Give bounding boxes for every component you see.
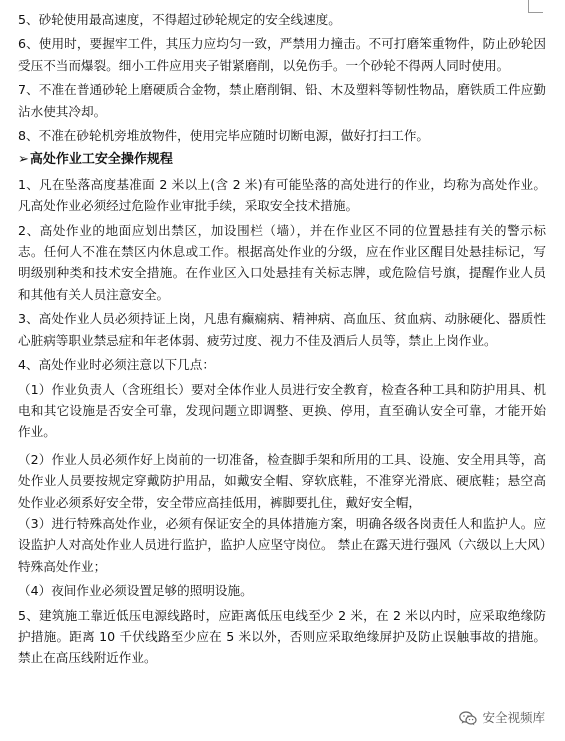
section-subitem-3: （3）进行特殊高处作业，必须有保证安全的具体措施方案，明确各级各岗责任人和监护人。应设监护人对高处作业人员进行监护，监护人应坚守岗位。 禁止在露天进行强风（六级以上大风）特殊高处作业； bbox=[18, 515, 546, 574]
document-body bbox=[18, 9, 546, 669]
paragraph-item-8: 8、不准在砂轮机旁堆放物件，使用完毕应随时切断电源，做好打扫工作。 bbox=[18, 128, 430, 144]
watermark-text: 安全视频库 bbox=[482, 710, 545, 725]
section-subitem-4: （4）夜间作业必须设置足够的照明设施。 bbox=[18, 583, 253, 599]
section-subitem-2: （2）作业人员必须作好上岗前的一切准备，检查脚手架和所用的工具、设施、安全用具等，高处作业人员要按规定穿戴防护用品，如戴安全帽、穿软底鞋，不准穿光滑底、硬底鞋；悬空高处作业必须系好安全带，安全带应高挂低用，裤脚要扎住，戴好安全帽， bbox=[18, 451, 546, 510]
section-heading-title: 高处作业工安全操作规程 bbox=[29, 152, 173, 168]
section-item-3: 3、高处作业人员必须持证上岗，凡患有癫痫病、精神病、高血压、贫血病、动脉硬化、器质性心脏病等职业禁忌症和年老体弱、疲劳过度、视力不佳及酒后人员等，禁止上岗作业。 bbox=[18, 311, 546, 348]
section-item-5: 5、建筑施工靠近低压电源线路时，应距离低压电线至少 2 米，在 2 米以内时，应采取绝缘防护措施。距离 10 千伏线路至少应在 5 米以外，否则应采取绝缘屏护及防止误触事故的措施。禁止在高压线附近作业。 bbox=[18, 607, 546, 666]
watermark bbox=[457, 709, 547, 727]
wechat-icon bbox=[459, 711, 477, 726]
section-heading bbox=[18, 149, 546, 170]
paragraph-item-7: 7、不准在普通砂轮上磨硬质合金物，禁止磨削铜、铅、木及塑料等韧性物品，磨铁质工件应勤沾水使其冷却。 bbox=[18, 82, 546, 119]
arrow-bullet-icon: ➢ bbox=[18, 152, 29, 168]
paragraph-item-5: 5、砂轮使用最高速度，不得超过砂轮规定的安全线速度。 bbox=[18, 12, 341, 27]
paragraph-item-6: 6、使用时，要握牢工件，其压力应均匀一致，严禁用力撞击。不可打磨笨重物件，防止砂轮因受压不当而爆裂。细小工件应用夹子钳紧磨削，以免伤手。一个砂轮不得两人同时使用。 bbox=[18, 36, 546, 73]
section-subitem-1: （1）作业负责人（含班组长）要对全体作业人员进行安全教育，检查各种工具和防护用具、机电和其它设施是否安全可靠，发现问题立即调整、更换、停用，直至确认安全可靠，才能开始作业。 bbox=[18, 381, 546, 440]
section-item-4: 4、高处作业时必须注意以下几点： bbox=[18, 357, 215, 373]
section-item-2: 2、高处作业的地面应划出禁区，加设围栏（墙），并在作业区不同的位置悬挂有关的警示标志。任何人不准在禁区内休息或工作。根据高处作业的分级，应在作业区醒目处悬挂标记，写明级别种类和技术安全措施。在作业区入口处悬挂有关标志牌，或危险信号旗，提醒作业人员和其他有关人员注意安全。 bbox=[18, 222, 546, 302]
section-item-1: 1、凡在坠落高度基准面 2 米以上(含 2 米)有可能坠落的高处进行的作业，均称为高处作业。凡高处作业必须经过危险作业审批手续，采取安全技术措施。 bbox=[18, 176, 546, 214]
